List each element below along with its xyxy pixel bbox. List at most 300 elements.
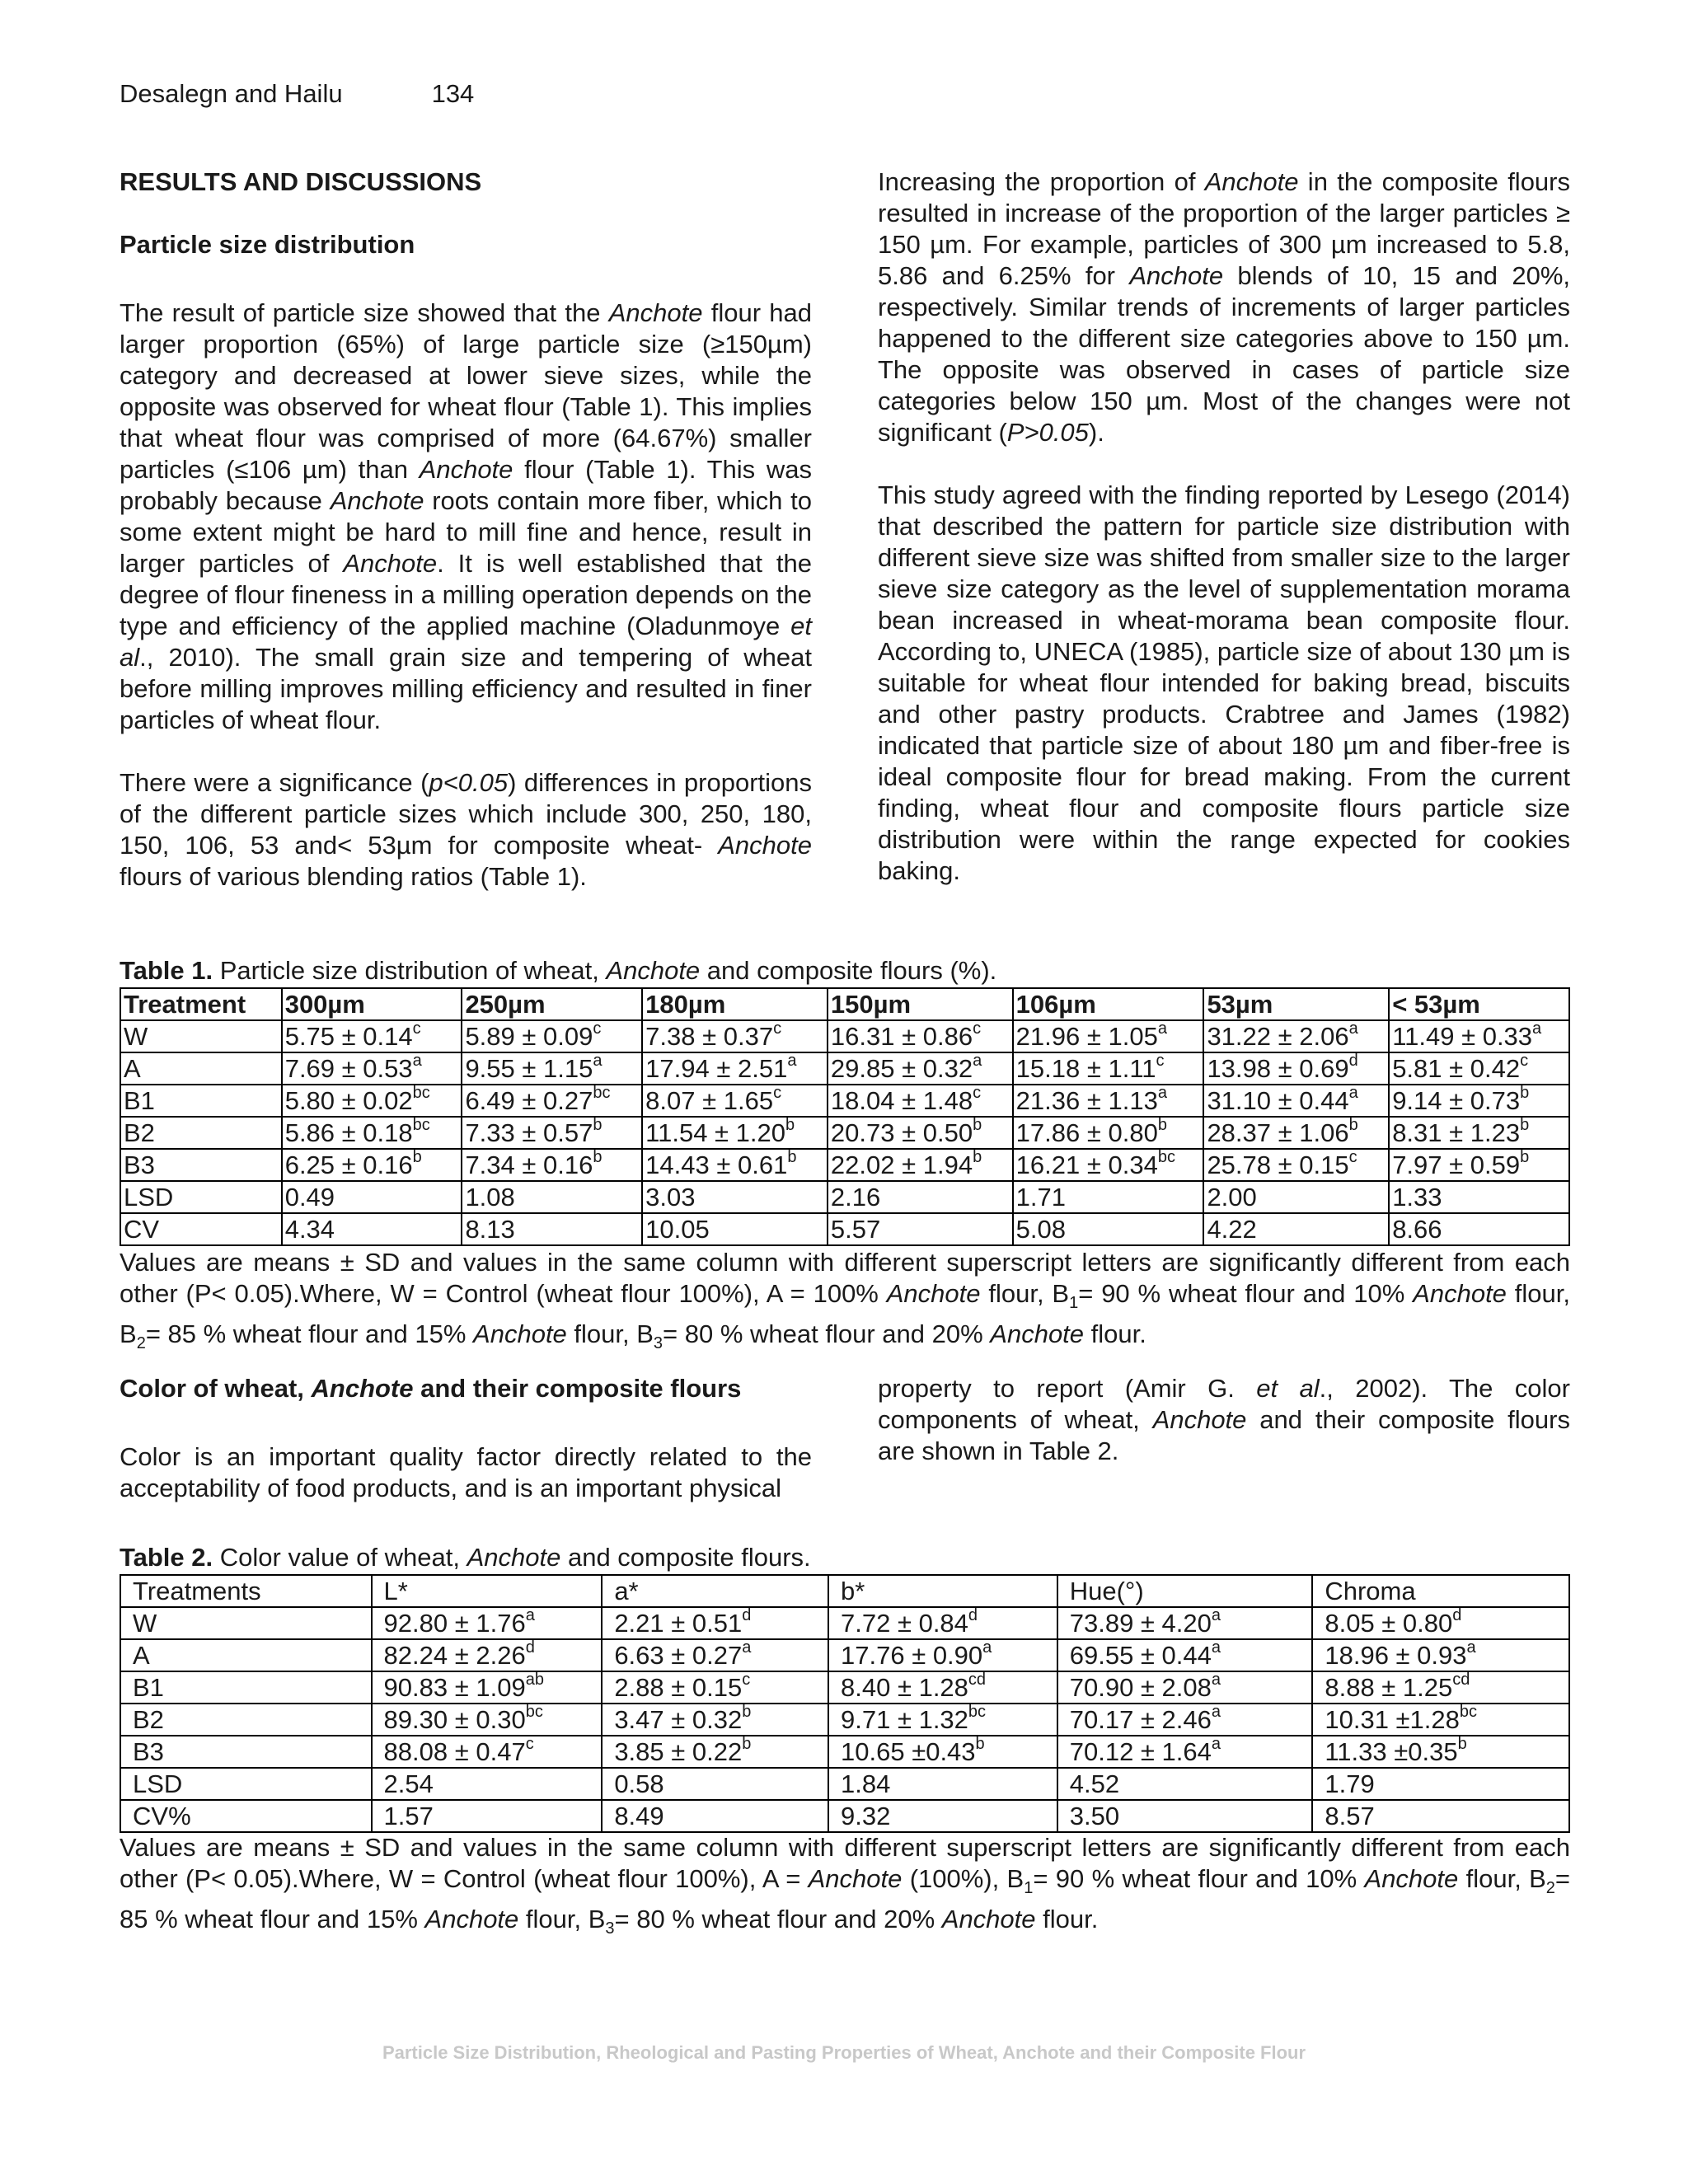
significance-letter: b	[973, 1116, 982, 1134]
table2-cell	[1312, 1607, 1569, 1639]
significance-letter: cd	[968, 1671, 987, 1689]
significance-letter: c	[1156, 1052, 1165, 1070]
cell-value: 28.37 ± 1.06	[1207, 1118, 1349, 1147]
significance-letter: c	[525, 1735, 534, 1753]
cell-value: LSD	[124, 1183, 174, 1212]
table2-cell	[372, 1736, 603, 1768]
cell-value: 1.71	[1015, 1183, 1067, 1212]
cell-value: 7.97 ± 0.59	[1392, 1151, 1521, 1179]
cell-value: 2.00	[1207, 1183, 1257, 1212]
table2-body	[120, 1607, 1569, 1832]
table2-header-cell: L*	[372, 1575, 603, 1607]
table2-cell	[828, 1800, 1057, 1832]
table1-cell	[462, 1052, 642, 1085]
significance-letter: c	[773, 1084, 782, 1102]
table1-cell	[642, 1149, 828, 1181]
cell-value: 3.47 ± 0.32	[614, 1705, 743, 1734]
table1-cell	[1389, 1052, 1569, 1085]
significance-letter: cd	[1452, 1671, 1470, 1689]
significance-letter: b	[787, 1148, 797, 1166]
table2-header-cell: b*	[828, 1575, 1057, 1607]
psd-paragraph-1: The result of particle size showed that the Anchote flour had larger proportion (65%) of large particle size (≥150µm) category and decreased at lower sieve sizes, while the opposite was observed for wheat flour (Table 1). This implies that wheat flour was comprised of more (64.67%) smaller particles (≤106 µm) than Anchote flour (Table 1). This was probably because Anchote roots contain more fiber, which to some extent might be hard to mill fine and hence, result in larger particles of Anchote. It is well established that the degree of flour fineness in a milling operation depends on the type and efficiency of the applied machine (Oladunmoye et al., 2010). The small grain size and tempering of wheat before milling improves milling efficiency and resulted in finer particles of wheat flour.	[120, 298, 813, 734]
table2-note: Values are means ± SD and values in the same column with different superscript letters are significantly different from each other (P< 0.05).Where, W = Control (wheat flour 100%), A = Anchote (100%), $B_1= 90$ % wheat flour and 10% Anchote flour, $B_2= 85$ % wheat flour and 15% Anchote flour, $B_3= 80$ % wheat flour and 20% Anchote flour.	[120, 1833, 1571, 1938]
cell-value: B1	[133, 1673, 164, 1702]
cell-value: 5.89 ± 0.09	[465, 1022, 593, 1051]
significance-letter: a	[982, 1638, 992, 1657]
cell-value: 2.54	[383, 1769, 434, 1798]
cell-value: 31.22 ± 2.06	[1207, 1022, 1349, 1051]
color-paragraph-2: property to report (Amir G. et al., 2002). The color components of wheat, Anchote and their composite flours are shown in Table 2.	[878, 1374, 1570, 1465]
significance-letter: b	[1348, 1116, 1358, 1134]
significance-letter: a	[973, 1052, 982, 1070]
table1-header-cell: 150µm	[828, 988, 1013, 1020]
significance-letter: a	[1211, 1671, 1221, 1689]
table2-cell	[828, 1607, 1057, 1639]
cell-value: 8.40 ± 1.28	[841, 1673, 968, 1702]
cell-value: 14.43 ± 0.61	[645, 1151, 788, 1179]
table2-cell	[1057, 1704, 1313, 1736]
table1-cell	[1389, 1085, 1569, 1117]
table2-cell	[1057, 1671, 1313, 1704]
psd-paragraph-3: Increasing the proportion of Anchote in the composite flours resulted in increase of the proportion of the larger particles ≥ 150 µm. For example, particles of 300 µm increased to 5.8, 5.86 and 6.25% for Anchote blends of 10, 15 and 20%, respectively. Similar trends of increments of larger particles happened to the different size categories above to 150 µm. The opposite was observed in cases of particle size categories below 150 µm. Most of the changes were not significant (P>0.05).	[878, 167, 1570, 447]
table1-cell	[828, 1052, 1013, 1085]
table2-cell	[120, 1671, 372, 1704]
significance-letter: bc	[968, 1703, 987, 1721]
significance-letter: c	[593, 1019, 602, 1038]
table2	[120, 1574, 1570, 1833]
cell-value: 11.54 ± 1.20	[645, 1118, 786, 1147]
table1-cell	[282, 1181, 462, 1213]
significance-letter: bc	[1157, 1148, 1175, 1166]
significance-letter: a	[593, 1052, 603, 1070]
cell-value: 29.85 ± 0.32	[830, 1054, 973, 1083]
cell-value: 7.34 ± 0.16	[465, 1151, 593, 1179]
table1-cell	[1389, 1149, 1569, 1181]
cell-value: 1.84	[841, 1769, 891, 1798]
cell-value: B2	[124, 1118, 155, 1147]
cell-value: 8.31 ± 1.23	[1392, 1118, 1521, 1147]
cell-value: 92.80 ± 1.76	[383, 1609, 526, 1638]
cell-value: 6.63 ± 0.27	[614, 1641, 743, 1670]
cell-value: 90.83 ± 1.09	[383, 1673, 526, 1702]
table2-cell	[372, 1800, 603, 1832]
table2-caption: Table 2. Color value of wheat, Anchote and composite flours.	[120, 1543, 811, 1572]
table2-cell	[1312, 1736, 1569, 1768]
table1-cell	[1203, 1213, 1389, 1245]
table1-cell	[828, 1117, 1013, 1149]
cell-value: 7.33 ± 0.57	[465, 1118, 593, 1147]
table1-cell	[462, 1181, 642, 1213]
cell-value: 88.08 ± 0.47	[383, 1737, 526, 1766]
significance-letter: a	[412, 1052, 422, 1070]
significance-letter: a	[1211, 1606, 1221, 1624]
table1-cell	[462, 1149, 642, 1181]
color-paragraph-1: Color is an important quality factor directly related to the acceptability of food products, and is an important physical	[120, 1442, 812, 1502]
page-number: 134	[431, 79, 475, 108]
significance-letter: a	[1532, 1019, 1542, 1038]
significance-letter: a	[1348, 1019, 1358, 1038]
cell-value: B3	[124, 1151, 155, 1179]
cell-value: 70.12 ± 1.64	[1069, 1737, 1212, 1766]
significance-letter: c	[742, 1671, 751, 1689]
table2-row	[120, 1704, 1569, 1736]
table1-cell	[120, 1213, 282, 1245]
header-authors: Desalegn and Hailu	[120, 79, 343, 108]
table1-header-cell: < 53µm	[1389, 988, 1569, 1020]
table1-cell	[642, 1085, 828, 1117]
cell-value: 5.08	[1015, 1215, 1067, 1244]
cell-value: 7.69 ± 0.53	[284, 1054, 413, 1083]
cell-value: 8.49	[614, 1802, 664, 1830]
cell-value: 11.33 ±0.35	[1325, 1737, 1458, 1766]
table2-header-cell: Treatments	[120, 1575, 372, 1607]
cell-value: 3.50	[1069, 1802, 1120, 1830]
section-title: RESULTS AND DISCUSSIONS	[120, 167, 482, 196]
table1-cell	[282, 1213, 462, 1245]
cell-value: 9.55 ± 1.15	[465, 1054, 593, 1083]
cell-value: 73.89 ± 4.20	[1069, 1609, 1212, 1638]
table1-cell	[1013, 1149, 1204, 1181]
table2-cell	[602, 1800, 828, 1832]
table1-cell	[1013, 1020, 1204, 1052]
cell-value: 8.66	[1392, 1215, 1442, 1244]
cell-value: 2.16	[830, 1183, 881, 1212]
table1-row	[120, 1085, 1569, 1117]
table2-cell	[1312, 1671, 1569, 1704]
table1-cell	[642, 1117, 828, 1149]
table2-cell	[602, 1768, 828, 1800]
cell-value: 82.24 ± 2.26	[383, 1641, 526, 1670]
table2-cell	[828, 1671, 1057, 1704]
table1-cell	[120, 1181, 282, 1213]
significance-letter: bc	[1459, 1703, 1478, 1721]
cell-value: 5.57	[830, 1215, 881, 1244]
significance-letter: c	[973, 1019, 982, 1038]
table1-cell	[282, 1052, 462, 1085]
cell-value: 4.34	[284, 1215, 335, 1244]
table1-cell	[120, 1149, 282, 1181]
table1-header-cell: 106µm	[1013, 988, 1204, 1020]
running-footer: Particle Size Distribution, Rheological and Pasting Properties of Wheat, Anchote and their Composite Flour	[382, 2042, 1306, 2063]
table1-cell	[120, 1052, 282, 1085]
significance-letter: c	[412, 1019, 421, 1038]
significance-letter: a	[1466, 1638, 1476, 1657]
cell-value: 13.98 ± 0.69	[1207, 1054, 1349, 1083]
table2-cell	[372, 1671, 603, 1704]
significance-letter: bc	[412, 1084, 430, 1102]
significance-letter: a	[1211, 1638, 1221, 1657]
significance-letter: b	[785, 1116, 795, 1134]
significance-letter: b	[742, 1735, 752, 1753]
table1-cell	[1013, 1181, 1204, 1213]
cell-value: 11.49 ± 0.33	[1392, 1022, 1533, 1051]
table1-cell	[1013, 1085, 1204, 1117]
cell-value: 17.86 ± 0.80	[1015, 1118, 1158, 1147]
table2-cell	[1057, 1800, 1313, 1832]
table1-cell	[828, 1020, 1013, 1052]
color-right-column	[878, 1373, 1570, 1504]
table1-cell	[642, 1020, 828, 1052]
table2-cell	[372, 1639, 603, 1671]
table2-cell	[1057, 1607, 1313, 1639]
table2-cell	[602, 1736, 828, 1768]
table2-cell	[120, 1607, 372, 1639]
table1-cell	[282, 1117, 462, 1149]
significance-letter: a	[742, 1638, 752, 1657]
table2-cell	[828, 1639, 1057, 1671]
table2-header-row	[120, 1575, 1569, 1607]
table1-cell	[1389, 1213, 1569, 1245]
table1-cell	[828, 1213, 1013, 1245]
table1-cell	[1389, 1117, 1569, 1149]
cell-value: 18.96 ± 0.93	[1325, 1641, 1467, 1670]
cell-value: 3.03	[645, 1183, 696, 1212]
cell-value: B3	[133, 1737, 164, 1766]
cell-value: 4.22	[1207, 1215, 1257, 1244]
table1-cell	[1389, 1020, 1569, 1052]
table1-header-cell: 53µm	[1203, 988, 1389, 1020]
table2-cell	[1312, 1768, 1569, 1800]
cell-value: W	[124, 1022, 148, 1051]
cell-value: 89.30 ± 0.30	[383, 1705, 526, 1734]
significance-letter: b	[1520, 1084, 1530, 1102]
table1-row	[120, 1181, 1569, 1213]
table1-cell	[1203, 1149, 1389, 1181]
table2-cell	[120, 1768, 372, 1800]
table2-cell	[120, 1639, 372, 1671]
table1-row	[120, 1213, 1569, 1245]
cell-value: 22.02 ± 1.94	[830, 1151, 973, 1179]
cell-value: 3.85 ± 0.22	[614, 1737, 743, 1766]
cell-value: 8.05 ± 0.80	[1325, 1609, 1453, 1638]
table1-cell	[282, 1085, 462, 1117]
table2-cell	[1312, 1639, 1569, 1671]
table1-cell	[120, 1117, 282, 1149]
table1-header-cell: Treatment	[120, 988, 282, 1020]
table2-header-cell: Hue(°)	[1057, 1575, 1313, 1607]
table1-cell	[1203, 1052, 1389, 1085]
table2-cell	[828, 1736, 1057, 1768]
psd-paragraph-4: This study agreed with the finding reported by Lesego (2014) that described the pattern for particle size distribution with different sieve size was shifted from smaller size to the larger sieve size category as the level of supplementation morama bean increased in wheat-morama bean composite flour. According to, UNECA (1985), particle size of about 130 µm is suitable for wheat flour intended for baking bread, biscuits and other pastry products. Crabtree and James (1982) indicated that particle size of about 180 µm and fiber-free is ideal composite flour for bread making. From the current finding, wheat flour and composite flours particle size distribution were within the range expected for cookies baking.	[878, 480, 1570, 885]
significance-letter: b	[1157, 1116, 1167, 1134]
significance-letter: a	[1157, 1084, 1167, 1102]
cell-value: 9.32	[841, 1802, 891, 1830]
cell-value: 20.73 ± 0.50	[830, 1118, 973, 1147]
cell-value: 5.81 ± 0.42	[1392, 1054, 1521, 1083]
significance-letter: c	[1520, 1052, 1529, 1070]
significance-letter: b	[412, 1148, 422, 1166]
table1-cell	[828, 1181, 1013, 1213]
cell-value: W	[133, 1609, 157, 1638]
significance-letter: d	[968, 1606, 978, 1624]
running-header	[120, 79, 474, 109]
psd-paragraph-2: There were a significance (p<0.05) differences in proportions of the different particle sizes which include 300, 250, 180, 150, 106, 53 and< 53µm for composite wheat- Anchote flours of various blending ratios (Table 1).	[120, 768, 813, 891]
table2-cell	[372, 1607, 603, 1639]
table1-cell	[642, 1181, 828, 1213]
cell-value: 70.17 ± 2.46	[1069, 1705, 1212, 1734]
cell-value: 7.38 ± 0.37	[645, 1022, 774, 1051]
table1-cell	[642, 1213, 828, 1245]
significance-letter: b	[1520, 1116, 1530, 1134]
cell-value: CV	[124, 1215, 160, 1244]
table1-cell	[1203, 1020, 1389, 1052]
cell-value: 69.55 ± 0.44	[1069, 1641, 1212, 1670]
significance-letter: b	[975, 1735, 985, 1753]
table2-cell	[1312, 1704, 1569, 1736]
cell-value: B1	[124, 1086, 155, 1115]
table1-note: Values are means ± SD and values in the same column with different superscript letters are significantly different from each other (P< 0.05).Where, W = Control (wheat flour 100%), A = 100% Anchote flour, $B_1= 90$ % wheat flour and 10% Anchote flour, $B_2= 85$ % wheat flour and 15% Anchote flour, $B_3= 80$ % wheat flour and 20% Anchote flour.	[120, 1248, 1571, 1353]
cell-value: 8.13	[465, 1215, 515, 1244]
cell-value: 25.78 ± 0.15	[1207, 1151, 1349, 1179]
cell-value: 31.10 ± 0.44	[1207, 1086, 1349, 1115]
table2-cell	[1057, 1768, 1313, 1800]
table1-header-row	[120, 988, 1569, 1020]
table2-cell	[120, 1800, 372, 1832]
significance-letter: a	[1348, 1084, 1358, 1102]
table2-cell	[828, 1704, 1057, 1736]
left-column	[120, 166, 812, 893]
cell-value: 18.04 ± 1.48	[830, 1086, 973, 1115]
table1-cell	[462, 1020, 642, 1052]
cell-value: 8.88 ± 1.25	[1325, 1673, 1453, 1702]
cell-value: 8.07 ± 1.65	[645, 1086, 774, 1115]
table1-cell	[1203, 1117, 1389, 1149]
table1	[120, 987, 1570, 1246]
cell-value: 21.96 ± 1.05	[1015, 1022, 1158, 1051]
table2-cell	[120, 1704, 372, 1736]
significance-letter: b	[593, 1116, 603, 1134]
cell-value: LSD	[133, 1769, 183, 1798]
cell-value: 7.72 ± 0.84	[841, 1609, 968, 1638]
table1-row	[120, 1052, 1569, 1085]
cell-value: 10.31 ±1.28	[1325, 1705, 1460, 1734]
table1-cell	[642, 1052, 828, 1085]
cell-value: 15.18 ± 1.11	[1015, 1054, 1156, 1083]
table2-row	[120, 1768, 1569, 1800]
cell-value: 17.76 ± 0.90	[841, 1641, 983, 1670]
table2-row	[120, 1671, 1569, 1704]
table2-cell	[1312, 1800, 1569, 1832]
table2-cell	[1057, 1639, 1313, 1671]
significance-letter: a	[1157, 1019, 1167, 1038]
table2-cell	[372, 1704, 603, 1736]
table1-cell	[462, 1117, 642, 1149]
significance-letter: bc	[412, 1116, 430, 1134]
significance-letter: c	[973, 1084, 982, 1102]
table2-cell	[828, 1768, 1057, 1800]
significance-letter: bc	[525, 1703, 543, 1721]
table1-body	[120, 1020, 1569, 1245]
table1-row	[120, 1117, 1569, 1149]
significance-letter: a	[1211, 1703, 1221, 1721]
table2-header-cell: a*	[602, 1575, 828, 1607]
cell-value: 21.36 ± 1.13	[1015, 1086, 1158, 1115]
cell-value: 0.49	[284, 1183, 335, 1212]
significance-letter: c	[1348, 1148, 1357, 1166]
psd-heading: Particle size distribution	[120, 230, 415, 259]
cell-value: 70.90 ± 2.08	[1069, 1673, 1212, 1702]
color-left-column	[120, 1373, 812, 1504]
table2-cell	[602, 1704, 828, 1736]
significance-letter: b	[593, 1148, 603, 1166]
table1-header-cell: 300µm	[282, 988, 462, 1020]
significance-letter: b	[973, 1148, 982, 1166]
table2-cell	[602, 1607, 828, 1639]
significance-letter: d	[525, 1638, 535, 1657]
cell-value: B2	[133, 1705, 164, 1734]
table2-row	[120, 1736, 1569, 1768]
table2-cell	[120, 1736, 372, 1768]
cell-value: 0.58	[614, 1769, 664, 1798]
significance-letter: ab	[525, 1671, 544, 1689]
right-column	[878, 166, 1570, 893]
cell-value: 6.25 ± 0.16	[284, 1151, 413, 1179]
cell-value: A	[133, 1641, 150, 1670]
table2-cell	[1057, 1736, 1313, 1768]
table1-row	[120, 1149, 1569, 1181]
cell-value: 1.33	[1392, 1183, 1442, 1212]
significance-letter: b	[1457, 1735, 1467, 1753]
significance-letter: d	[1348, 1052, 1358, 1070]
cell-value: 9.14 ± 0.73	[1392, 1086, 1521, 1115]
table1-cell	[1013, 1213, 1204, 1245]
significance-letter: b	[742, 1703, 752, 1721]
table1-cell	[828, 1149, 1013, 1181]
cell-value: 17.94 ± 2.51	[645, 1054, 788, 1083]
cell-value: 10.05	[645, 1215, 710, 1244]
table2-cell	[372, 1768, 603, 1800]
cell-value: 5.80 ± 0.02	[284, 1086, 413, 1115]
cell-value: 1.57	[383, 1802, 434, 1830]
significance-letter: a	[1211, 1735, 1221, 1753]
cell-value: 10.65 ±0.43	[841, 1737, 976, 1766]
table1-cell	[1013, 1117, 1204, 1149]
cell-value: 2.88 ± 0.15	[614, 1673, 743, 1702]
table1-row	[120, 1020, 1569, 1052]
cell-value: 16.31 ± 0.86	[830, 1022, 973, 1051]
significance-letter: b	[1520, 1148, 1530, 1166]
table1-header-cell: 180µm	[642, 988, 828, 1020]
table1-cell	[1203, 1085, 1389, 1117]
significance-letter: bc	[593, 1084, 611, 1102]
significance-letter: a	[787, 1052, 797, 1070]
table1-caption: Table 1. Particle size distribution of wheat, Anchote and composite flours (%).	[120, 956, 997, 985]
significance-letter: a	[525, 1606, 535, 1624]
cell-value: A	[124, 1054, 141, 1083]
color-columns	[120, 1373, 1570, 1504]
table1-cell	[1013, 1052, 1204, 1085]
table2-cell	[602, 1671, 828, 1704]
table2-header-cell: Chroma	[1312, 1575, 1569, 1607]
table1-cell	[120, 1085, 282, 1117]
table1-cell	[282, 1149, 462, 1181]
cell-value: 1.79	[1325, 1769, 1375, 1798]
cell-value: CV%	[133, 1802, 191, 1830]
table2-cell	[602, 1639, 828, 1671]
table1-cell	[462, 1085, 642, 1117]
cell-value: 1.08	[465, 1183, 515, 1212]
significance-letter: d	[1452, 1606, 1462, 1624]
table1-cell	[1203, 1181, 1389, 1213]
cell-value: 8.57	[1325, 1802, 1375, 1830]
table2-row	[120, 1639, 1569, 1671]
table2-row	[120, 1800, 1569, 1832]
cell-value: 2.21 ± 0.51	[614, 1609, 743, 1638]
table2-row	[120, 1607, 1569, 1639]
table1-cell	[1389, 1181, 1569, 1213]
table1-cell	[120, 1020, 282, 1052]
table1-header-cell: 250µm	[462, 988, 642, 1020]
